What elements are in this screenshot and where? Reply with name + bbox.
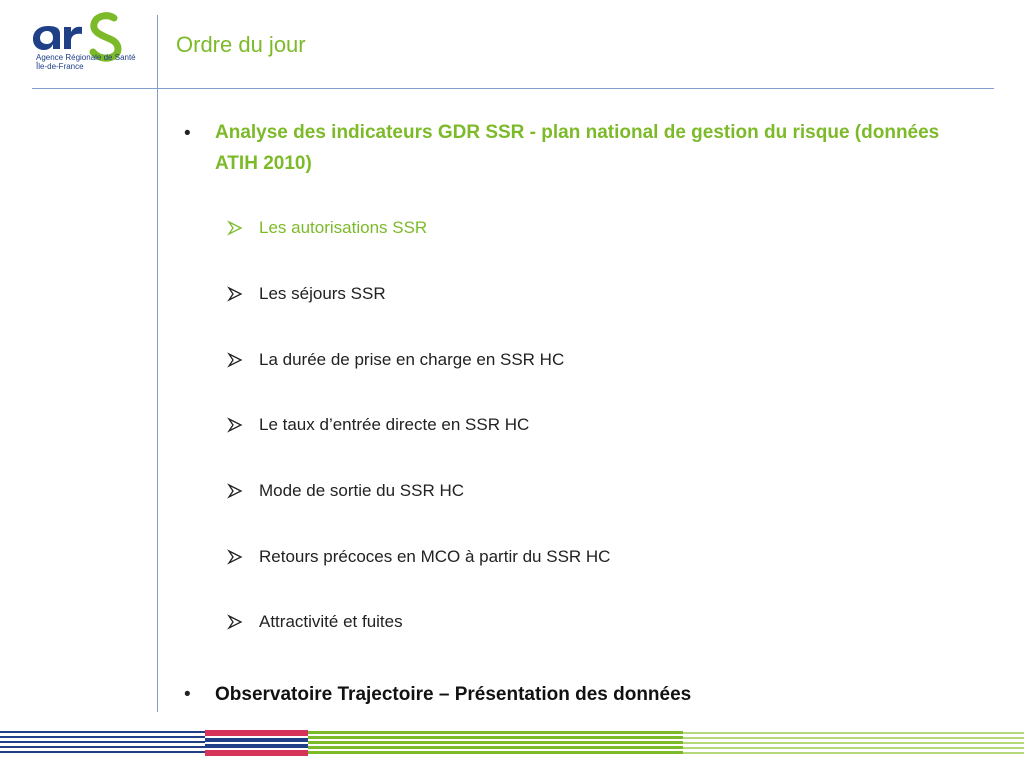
agenda-subitem (227, 350, 564, 370)
arrow-bullet-icon (227, 286, 243, 302)
arrow-bullet-icon (227, 220, 243, 236)
vertical-rule (157, 15, 158, 712)
agenda-subitem-label: Le taux d’entrée directe en SSR HC (259, 415, 530, 434)
agenda-subitem-label: Les séjours SSR (259, 284, 386, 303)
logo-line1: Agence Régionale de Santé (36, 53, 136, 62)
agenda-item-1: Analyse des indicateurs GDR SSR - plan national de gestion du risque (données ATIH 2010) (215, 122, 940, 174)
agenda-subitem-label: Les autorisations SSR (259, 218, 428, 237)
bullet-icon: • (184, 123, 191, 144)
page-title: Ordre du jour (176, 32, 306, 57)
agenda-subitem (227, 612, 403, 632)
arrow-bullet-icon (227, 614, 243, 630)
arrow-bullet-icon (227, 352, 243, 368)
agenda-subitem-label: La durée de prise en charge en SSR HC (259, 350, 565, 369)
horizontal-rule (32, 88, 994, 89)
logo-line2: Île-de-France (36, 62, 84, 71)
agenda-subitem-label: Attractivité et fuites (259, 612, 403, 631)
arrow-bullet-icon (227, 417, 243, 433)
footer-stripes (0, 730, 1024, 756)
agenda-subitem (227, 415, 529, 435)
arrow-bullet-icon (227, 483, 243, 499)
bullet-icon: • (184, 684, 191, 705)
agenda-subitem (227, 547, 610, 567)
agenda-subitem (227, 284, 386, 304)
agenda-subitem-label: Retours précoces en MCO à partir du SSR HC (259, 547, 611, 566)
agenda-subitem (227, 481, 464, 501)
ars-logo (30, 12, 140, 76)
agenda-subitem-label: Mode de sortie du SSR HC (259, 481, 465, 500)
agenda-item-2: Observatoire Trajectoire – Présentation des données (215, 684, 692, 705)
agenda-subitem (227, 218, 427, 238)
arrow-bullet-icon (227, 549, 243, 565)
